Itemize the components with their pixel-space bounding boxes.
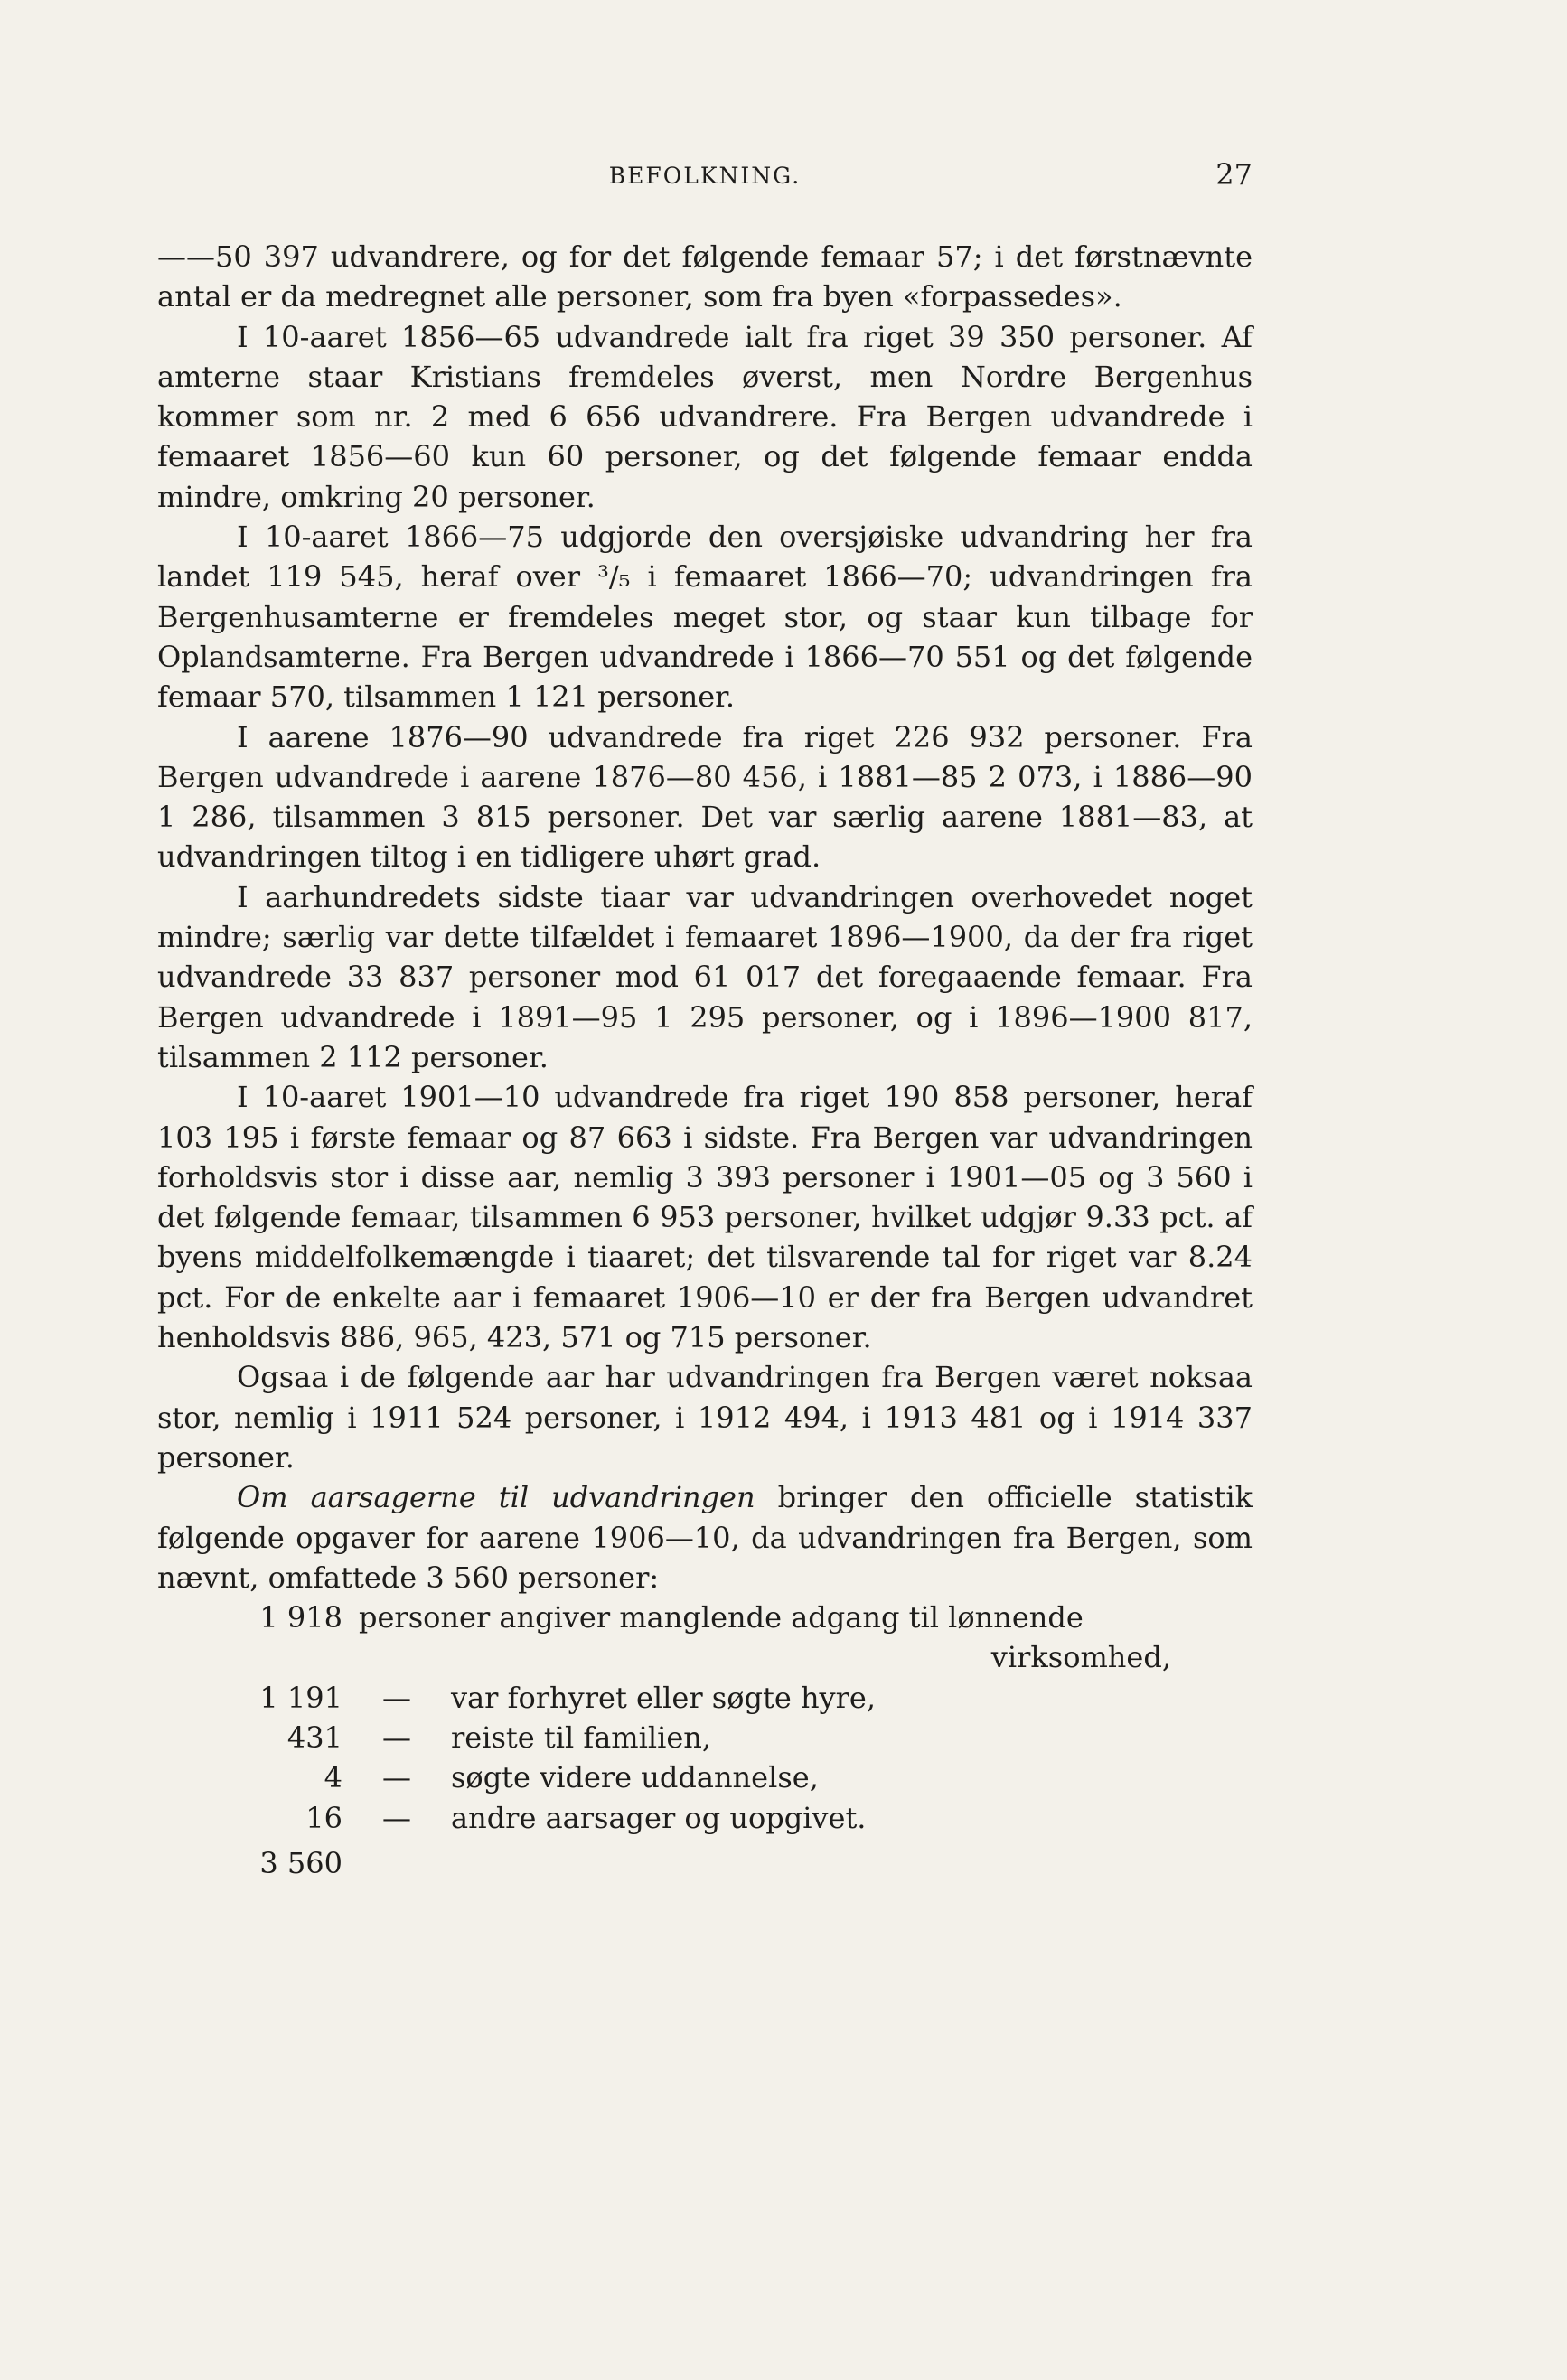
reason-text: var forhyret eller søgte hyre, — [451, 1680, 877, 1715]
reason-count: 431 — [286, 1719, 342, 1755]
ditto-dash: — — [382, 1760, 411, 1795]
paragraph-last-decade: I aarhundredets sidste tiaar var udvandringen overhovedet noget mindre; særlig var dette tilfældet i femaaret 1896—1900, da der fra riget udvandrede 33 837 personer mod 61 017 det foregaaende femaar. Fra Bergen udvandrede i 1891—95 1 295 personer, og i 1896—1900 817, tilsammen 2 112 personer. — [157, 879, 1253, 1074]
reason-text: personer angiver manglende adgang til lønnende — [359, 1600, 1084, 1635]
reasons-list — [157, 1598, 1253, 1883]
page-header — [157, 154, 1253, 199]
paragraph-1856-65: I 10-aaret 1856—65 udvandrede ialt fra riget 39 350 personer. Af amterne staar Kristians fremdeles øverst, men Nordre Bergenhus kommer som nr. 2 med 6 656 udvandrere. Fra Bergen udvandrede i femaaret 1856—60 kun 60 personer, og det følgende femaar endda mindre, omkring 20 personer. — [157, 319, 1253, 514]
reason-row — [157, 1757, 1253, 1797]
reasons-total-row — [157, 1838, 1253, 1883]
page-number: 27 — [1215, 157, 1253, 192]
ditto-dash: — — [382, 1800, 411, 1835]
body-text — [157, 237, 1253, 1883]
reason-row — [157, 1598, 1253, 1637]
paragraph-continuation: ——50 397 udvandrere, og for det følgende femaar 57; i det førstnævnte antal er da medregnet alle personer, som fra byen «forpassedes». — [157, 239, 1253, 314]
reason-count: 1 918 — [259, 1600, 342, 1635]
paragraph-1876-90: I aarene 1876—90 udvandrede fra riget 226 932 personer. Fra Bergen udvandrede i aarene 1876—80 456, i 1881—85 2 073, i 1886—90 1 286, tilsammen 3 815 personer. Det var særlig aarene 1881—83, at udvandringen tiltog i en tidligere uhørt grad. — [157, 719, 1253, 875]
reason-text: andre aarsager og uopgivet. — [451, 1800, 867, 1835]
reason-row — [157, 1678, 1253, 1718]
ditto-dash: — — [382, 1680, 411, 1715]
paragraph-1901-10: I 10-aaret 1901—10 udvandrede fra riget 190 858 personer, heraf 103 195 i første femaar og 87 663 i sidste. Fra Bergen var udvandringen forholdsvis stor i disse aar, nemlig 3 393 personer i 1901—05 og 3 560 i det følgende femaar, tilsammen 6 953 personer, hvilket udgjør 9.33 pct. af byens middelfolkemængde i tiaaret; det tilsvarende tal for riget var 8.24 pct. For de enkelte aar i femaaret 1906—10 er der fra Bergen udvandret henholdsvis 886, 965, 423, 571 og 715 personer. — [157, 1080, 1253, 1355]
reason-continuation: virksomhed, — [990, 1640, 1171, 1675]
causes-intro-italic: Om aarsagerne til udvandringen — [237, 1480, 755, 1515]
reason-text: reiste til familien, — [451, 1719, 712, 1755]
causes-intro-rest: bringer den officielle statistik følgende opgaver for aarene 1906—10, da udvandringen fra Bergen, som nævnt, omfattede 3 560 personer: — [157, 1480, 1253, 1595]
running-head: BEFOLKNING. — [608, 163, 802, 189]
paragraph-1911-14: Ogsaa i de følgende aar har udvandringen fra Bergen været noksaa stor, nemlig i 1911 524 personer, i 1912 494, i 1913 481 og i 1914 337 personer. — [157, 1360, 1253, 1475]
reasons-total: 3 560 — [259, 1845, 342, 1880]
ditto-dash: — — [382, 1719, 411, 1755]
reason-row — [157, 1798, 1253, 1838]
paragraph-causes-intro — [157, 1477, 1253, 1598]
reason-row — [157, 1718, 1253, 1757]
paragraph-1866-75: I 10-aaret 1866—75 udgjorde den oversjøiske udvandring her fra landet 119 545, heraf over ³/₅ i femaaret 1866—70; udvandringen fra Bergenhusamterne er fremdeles meget stor, og staar kun tilbage for Oplandsamterne. Fra Bergen udvandrede i 1866—70 551 og det følgende femaar 570, tilsammen 1 121 personer. — [157, 520, 1253, 715]
reason-count: 4 — [324, 1760, 342, 1795]
reason-count: 16 — [305, 1800, 342, 1835]
reason-text: søgte videre uddannelse, — [451, 1760, 819, 1795]
reason-count: 1 191 — [259, 1680, 342, 1715]
